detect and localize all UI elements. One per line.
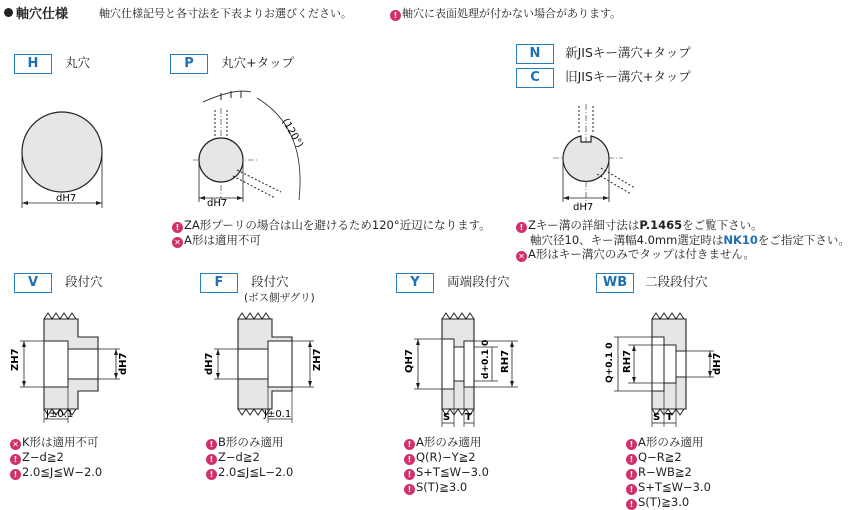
warning-icon: ! [206,469,217,480]
code-Y: Y [396,273,434,293]
dim-J-F: J±0.1 [264,409,292,420]
warning-icon: ! [206,454,217,465]
warning-icon: ! [404,484,415,495]
notes-V [10,435,102,480]
note-F-3: ! 2.0≦J≦L−2.0 [206,465,293,480]
dim-Z-F: ZH7 [312,348,323,371]
code-V: V [14,273,52,293]
note-Y-1: ! A形のみ適用 [404,435,489,450]
diagram-H [20,110,120,220]
type-N [516,42,691,64]
dim-S-WB: S [653,412,661,423]
note-P-2: ✕ A形は適用不可 [172,233,491,248]
note-Y-2: ! Q(R)−Y≧2 [404,450,489,465]
diagram-V [0,305,140,425]
diagram-NC [555,96,645,216]
type-P [170,52,294,74]
dim-d-WB: dH7 [712,352,723,375]
notes-F [206,435,293,480]
warning-icon: ! [404,469,415,480]
diagram-F [200,305,340,425]
note-Y-3: ! S+T≦W−3.0 [404,465,489,480]
warning-icon: ! [206,439,217,450]
not-applicable-icon: ✕ [172,237,183,248]
notes-NC [516,218,850,262]
bullet-icon [4,8,13,17]
dim-Q: QH7 [404,349,415,373]
section-title: 軸穴仕様 [4,3,68,22]
label-F: 段付穴 [251,274,289,289]
not-applicable-icon: ✕ [516,251,527,262]
diagram-Y [400,305,540,425]
note-WB-3: ! R−WB≧2 [626,465,711,480]
dim-S-Y: S [443,412,451,423]
notes-Y [404,435,489,495]
label-F-sub: (ボス側ザグリ) [244,292,315,304]
note-F-1: ! B形のみ適用 [206,435,293,450]
code-N: N [516,44,554,64]
type-H [14,52,90,74]
warning-icon: ! [626,454,637,465]
dim-T-Y: T [465,412,472,423]
dim-Z: ZH7 [10,348,21,371]
dim-Q-tol: Q+0.1 0 [605,342,615,383]
label-N: 新JISキー溝穴+タップ [565,45,691,60]
dim-dH7-H: dH7 [56,193,77,204]
note-V-3: ! 2.0≦J≦W−2.0 [10,465,102,480]
note-NC-2: 軸穴径10、キー溝幅4.0mm選定時はNK10をご指定下さい。 [530,233,850,247]
label-P: 丸穴+タップ [221,55,295,70]
warning-icon: ! [626,484,637,495]
code-F: F [200,273,238,293]
type-V [14,271,103,293]
dim-d-F: dH7 [204,352,215,375]
page-ref[interactable]: P.1465 [639,218,683,232]
note-V-1: ✕ K形は適用不可 [10,435,102,450]
code-C: C [516,68,554,88]
warning-icon: ! [626,469,637,480]
warning-icon: ! [516,222,527,233]
code-WB: WB [596,273,634,293]
dim-T-WB: T [666,412,673,423]
note-WB-2: ! Q−R≧2 [626,450,711,465]
not-applicable-icon: ✕ [10,439,21,450]
warning-icon: ! [390,10,401,21]
dim-d-tol: d+0.1 0 [481,339,491,379]
surface-warning: ! 軸穴に表面処理が付かない場合があります。 [390,5,621,21]
warning-icon: ! [172,222,183,233]
note-V-2: ! Z−d≧2 [10,450,102,465]
note-F-2: ! Z−d≧2 [206,450,293,465]
warning-icon: ! [10,469,21,480]
label-C: 旧JISキー溝穴+タップ [565,69,691,84]
nk10-code: NK10 [723,233,758,247]
diagram-WB [600,305,740,425]
note-WB-5: ! S(T)≧3.0 [626,495,711,510]
note-WB-1: ! A形のみ適用 [626,435,711,450]
warning-icon: ! [404,454,415,465]
type-WB [596,271,708,293]
code-H: H [14,54,52,74]
code-P: P [170,54,208,74]
note-WB-4: ! S+T≦W−3.0 [626,480,711,495]
type-Y [396,271,510,293]
label-V: 段付穴 [65,274,103,289]
dim-R: RH7 [500,349,511,373]
warning-icon: ! [404,439,415,450]
note-Y-4: ! S(T)≧3.0 [404,480,489,495]
notes-P [172,218,491,248]
dim-angle: (120°) [279,116,305,150]
warning-icon: ! [10,454,21,465]
dim-J-V: J±0.1 [46,409,74,420]
warning-icon: ! [626,499,637,510]
diagram-P [195,88,315,213]
note-P-1: ! ZA形プーリの場合は山を避けるため120°近辺になります。 [172,218,491,233]
note-NC-1: ! Zキー溝の詳細寸法はP.1465をご覧下さい。 [516,218,850,233]
warning-icon: ! [626,439,637,450]
label-H: 丸穴 [65,55,91,70]
label-Y: 両端段付穴 [447,274,510,289]
type-C [516,66,691,88]
dim-d-V: dH7 [118,352,129,375]
label-WB: 二段段付穴 [645,274,708,289]
note-NC-3: ✕ A形はキー溝穴のみでタップは付きません。 [516,247,850,262]
dim-R-WB: RH7 [622,349,633,373]
dim-dH7-NC: dH7 [573,202,594,213]
instruction-text: 軸穴仕様記号と各寸法を下表よりお選びください。 [99,7,352,20]
type-F [200,271,289,293]
dim-dH7-P: dH7 [207,198,228,209]
notes-WB [626,435,711,510]
